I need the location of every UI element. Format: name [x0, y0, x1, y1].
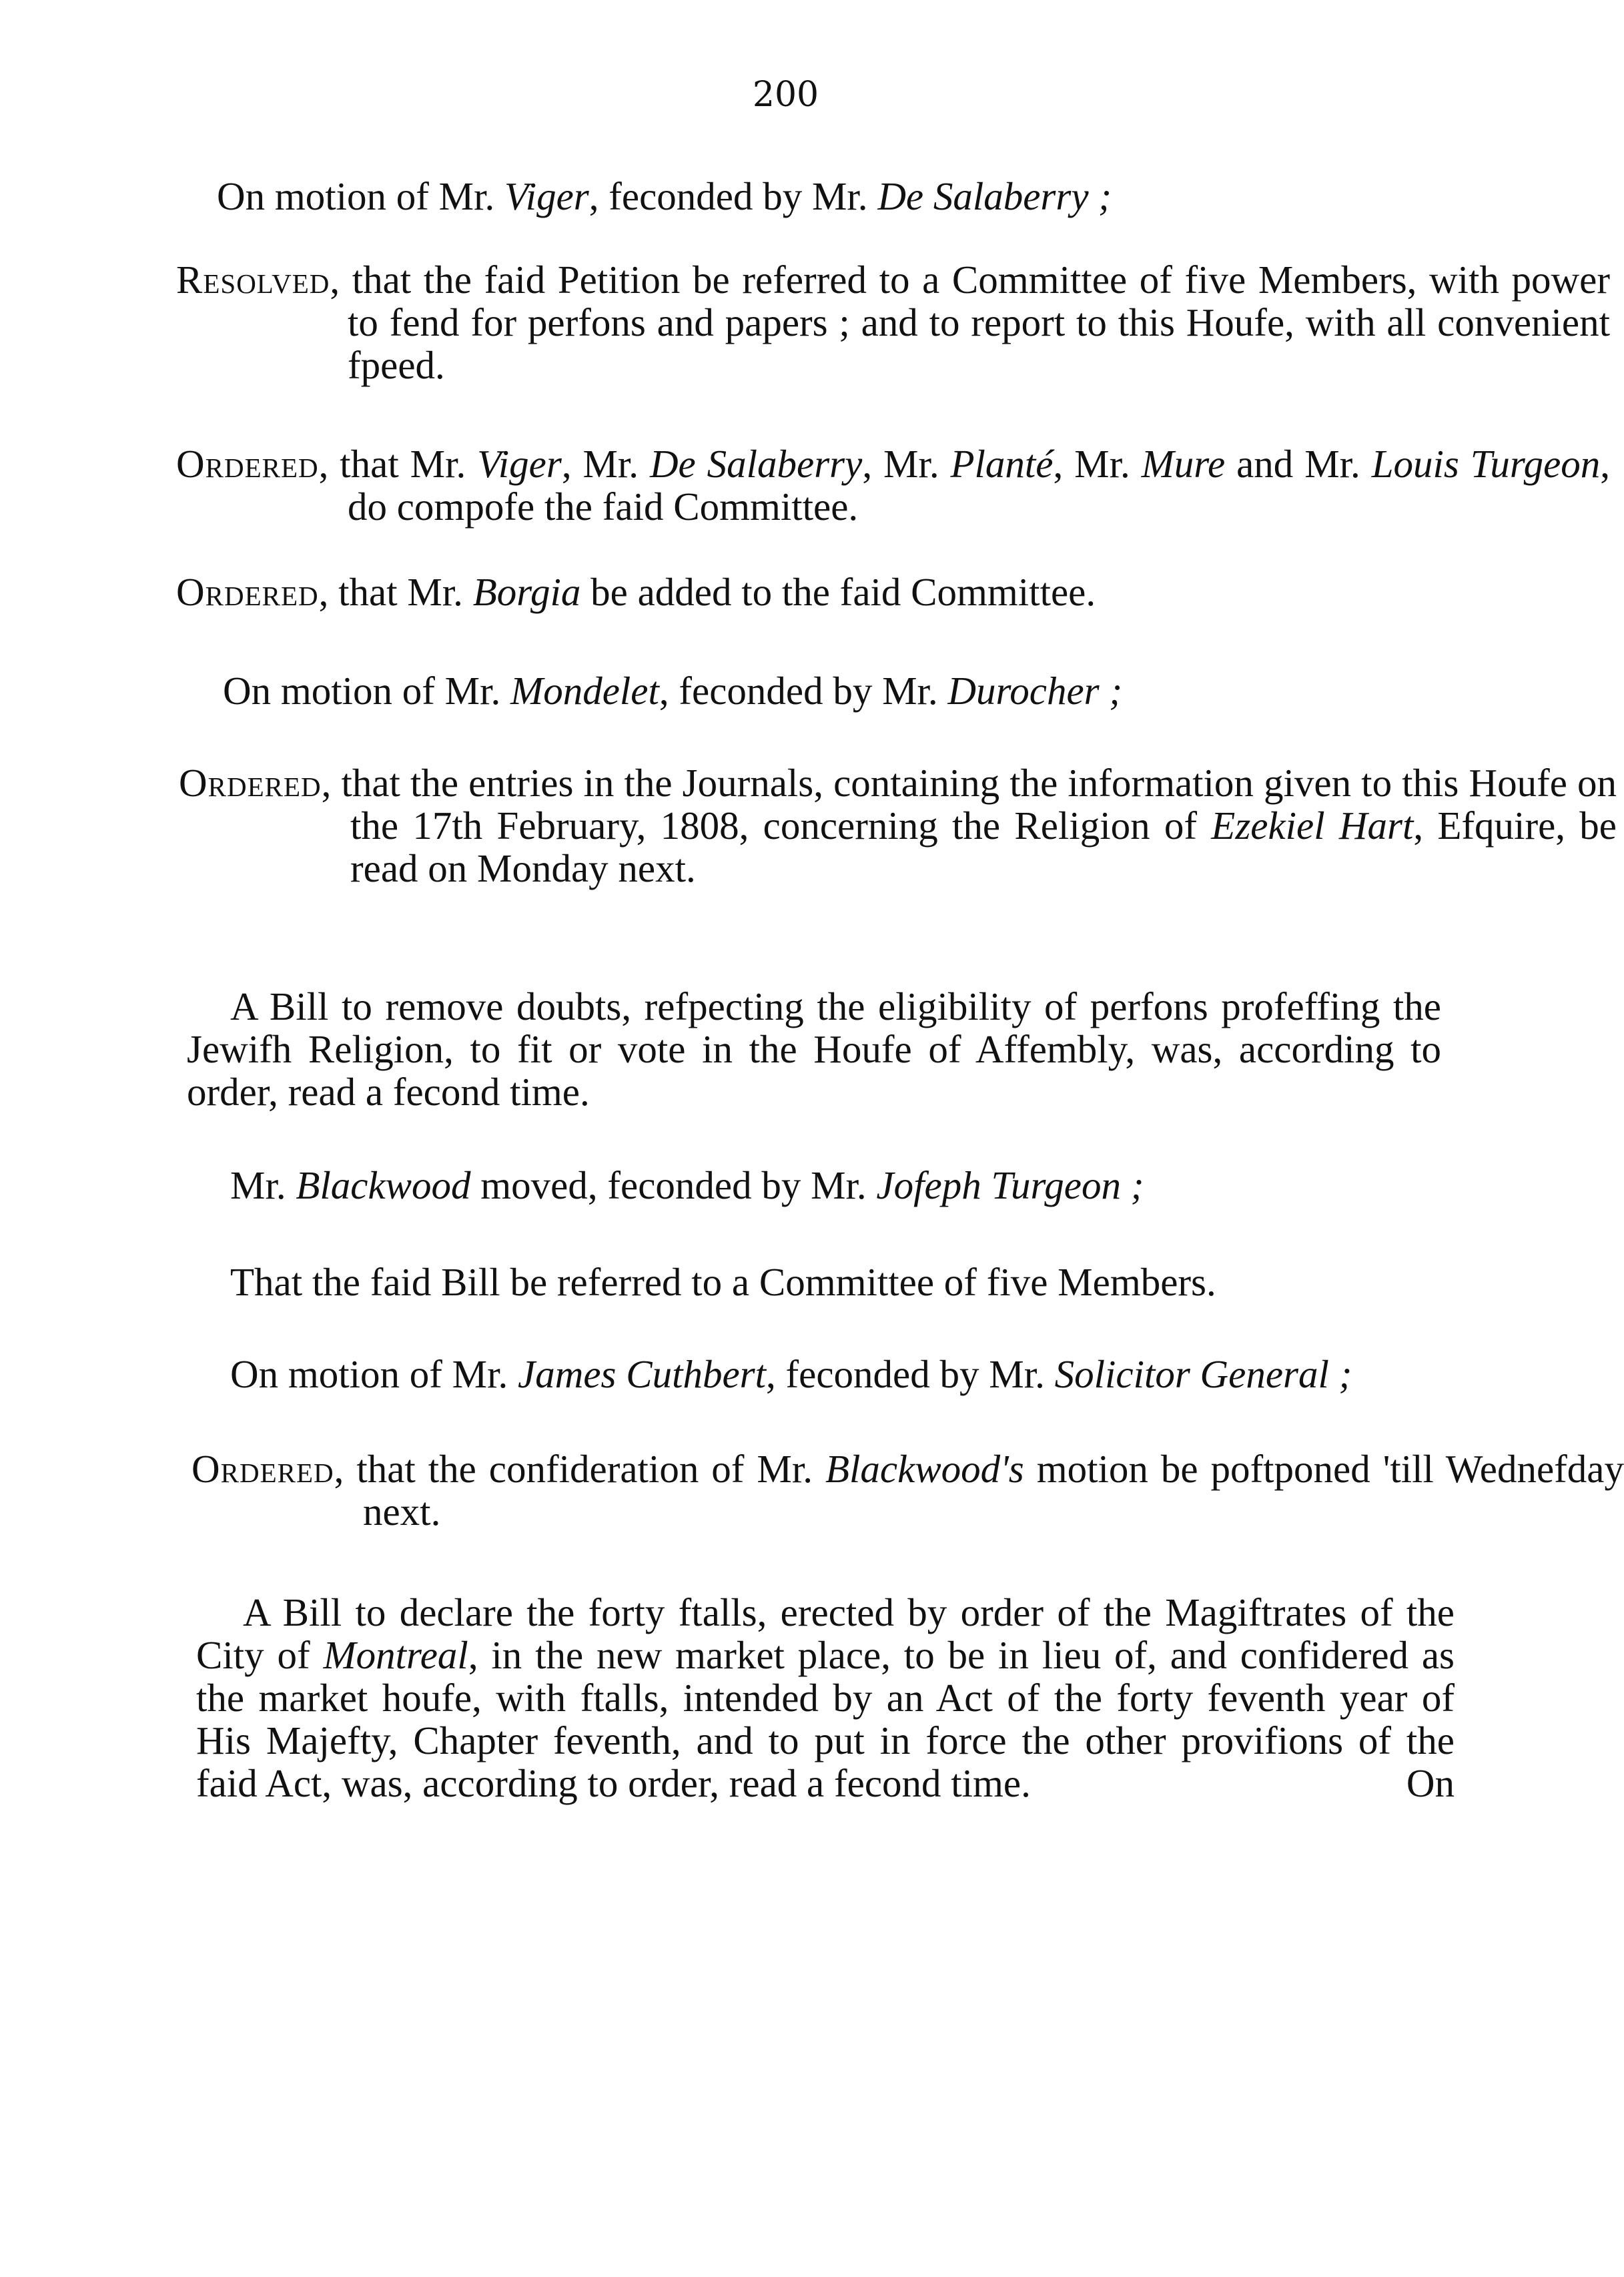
- text-run: , that the confideration of Mr.: [334, 1447, 825, 1491]
- lead-word: Ordered: [179, 761, 322, 805]
- text-run: , Efquire, be read on Monday next.: [350, 803, 1617, 890]
- person-name: Ezekiel Hart: [1211, 803, 1414, 848]
- text-run: A Bill to declare the forty ftalls, erected by order of the Magiftrates of the City of: [196, 1590, 1455, 1677]
- member-name: Viger: [477, 442, 562, 486]
- member-name: Blackwood: [296, 1163, 471, 1207]
- text-run: , Mr.: [862, 442, 951, 486]
- text-run: , feconded by Mr.: [588, 174, 878, 218]
- ordered-journal-entries: [179, 761, 1617, 890]
- bill-jewish-religion: [187, 985, 1441, 1113]
- lead-word: Ordered: [176, 442, 319, 486]
- text-run: be added to the faid Committee.: [580, 570, 1096, 614]
- text-run: , feconded by Mr.: [659, 669, 948, 713]
- ordered-committee-members: [176, 442, 1610, 528]
- member-name: Blackwood's: [825, 1447, 1024, 1491]
- motion-viger: [217, 175, 1451, 218]
- text-run: On motion of Mr.: [217, 174, 505, 218]
- text-run: , Mr.: [1053, 442, 1142, 486]
- text-run: On motion of Mr.: [223, 669, 511, 713]
- lead-word: Resolved: [176, 258, 330, 302]
- ordered-borgia-added: [176, 571, 1444, 613]
- ordered-postponed: [191, 1447, 1624, 1533]
- text-run: Mr.: [230, 1163, 296, 1207]
- member-name: De Salaberry: [649, 442, 863, 486]
- member-name: Viger: [504, 174, 589, 218]
- member-name: De Salaberry ;: [877, 174, 1112, 218]
- text-run: , that Mr.: [318, 442, 478, 486]
- text-run: , in the new market place, to be in lieu of, and confidered as the market houfe, with ftalls, intended by an Act of the forty feventh year of His Majefty, Chapter feventh, and to put in force the other provifions of the faid Act, was, according to order, read a fecond time.: [196, 1633, 1455, 1805]
- lead-word: Ordered: [176, 570, 319, 614]
- member-name: Louis Turgeon: [1371, 442, 1601, 486]
- motion-mondelet: [223, 669, 1457, 712]
- text-run: , that the entries in the Journals, containing the information given to this Houfe on the 17th February, 1808, concerning the Religion of: [321, 761, 1617, 848]
- bill-market-stalls: [196, 1591, 1455, 1805]
- motion-blackwood: [230, 1164, 1451, 1207]
- text-run: , feconded by Mr.: [766, 1352, 1055, 1396]
- text-run: On motion of Mr.: [230, 1352, 518, 1396]
- text-run: , that Mr.: [318, 570, 473, 614]
- member-name: Jofeph Turgeon ;: [876, 1163, 1144, 1207]
- member-name: Durocher ;: [947, 669, 1123, 713]
- text-run: , Mr.: [561, 442, 650, 486]
- text-run: A Bill to remove doubts, refpecting the eligibility of perfons profeffing the Jewifh Religion, to fit or vote in the Houfe of Affembly, was, according to order, read a fecond time.: [187, 984, 1441, 1114]
- motion-cuthbert: [230, 1353, 1451, 1395]
- text-run: motion be poftponed 'till Wednefday next.: [363, 1447, 1624, 1534]
- catchword: On: [1406, 1761, 1455, 1805]
- member-name: Mure: [1141, 442, 1226, 486]
- lead-word: Ordered: [191, 1447, 334, 1491]
- text-run: moved, feconded by Mr.: [470, 1163, 877, 1207]
- text-run: , that the faid Petition be referred to a Committee of five Members, with power to fend for perfons and papers ; and to report to this Houfe, with all convenient fpeed.: [330, 258, 1610, 387]
- bill-referred-committee: [230, 1261, 1451, 1303]
- member-name: Planté: [950, 442, 1054, 486]
- text-run: That the faid Bill be referred to a Committee of five Members.: [230, 1260, 1216, 1304]
- resolved-petition-committee: [176, 258, 1610, 386]
- text-run: , do compofe the faid Committee.: [348, 442, 1611, 529]
- member-name: Borgia: [472, 570, 581, 614]
- text-run: and Mr.: [1225, 442, 1372, 486]
- member-name: James Cuthbert: [518, 1352, 767, 1396]
- member-name: Solicitor General ;: [1054, 1352, 1352, 1396]
- member-name: Mondelet: [510, 669, 659, 713]
- place-name: Montreal: [323, 1633, 468, 1677]
- page-number: 200: [752, 75, 819, 115]
